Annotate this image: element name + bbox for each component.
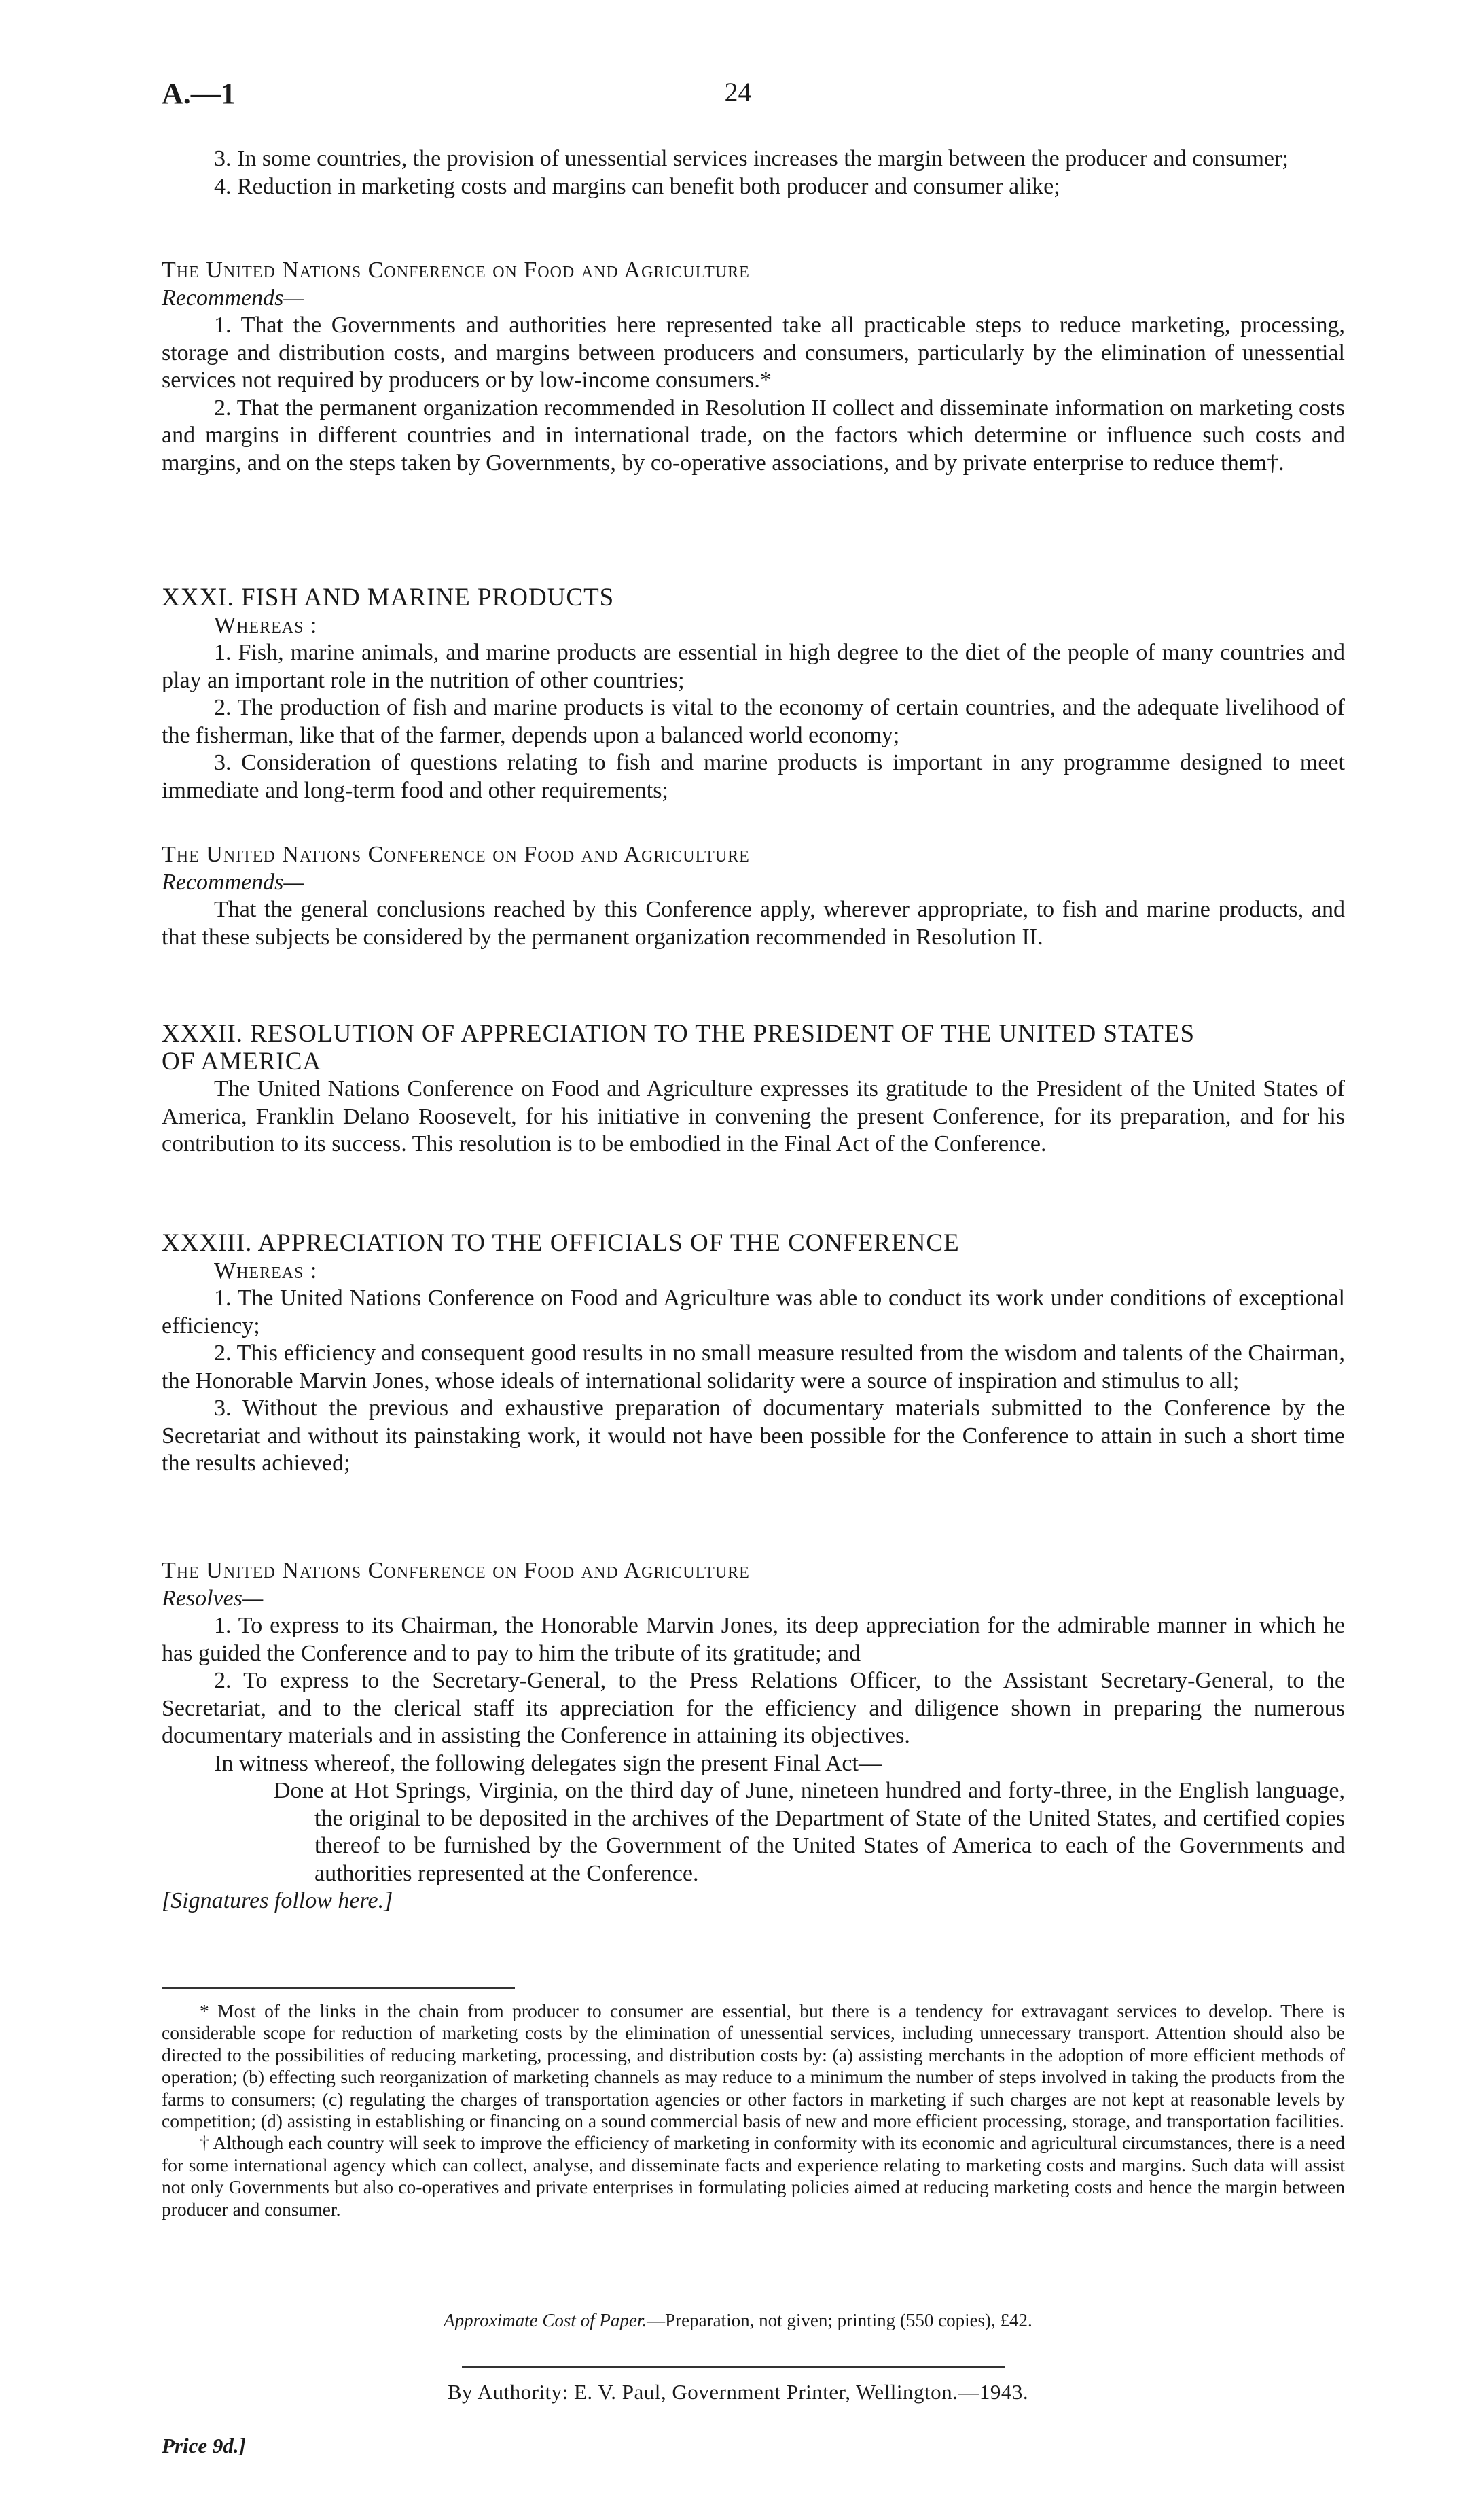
section-xxxi-recommendations	[162, 841, 1345, 951]
document-reference: A.—1	[162, 77, 236, 110]
page-number: 24	[724, 77, 752, 107]
paragraph: 1. To express to its Chairman, the Honorable Marvin Jones, its deep appreciation for the admirable manner in which he has guided the Conference and to pay to him the tribute of its gratitude; and	[162, 1613, 1345, 1666]
paragraph: 3. In some countries, the provision of unessential services increases the margin between the producer and consumer;	[214, 146, 1289, 171]
paragraph: 4. Reduction in marketing costs and margins can benefit both producer and consumer alike;	[214, 173, 1060, 199]
section-xxxi	[162, 584, 1345, 804]
paragraph: 3. Without the previous and exhaustive preparation of documentary materials submitted to the Conference by the Secretariat and without its painstaking work, it would not have been possible for the Conference to attain in such a short time the results achieved;	[162, 1396, 1345, 1476]
signatures-note: [Signatures follow here.]	[162, 1888, 393, 1913]
paragraph: 2. This efficiency and consequent good results in no small measure resulted from the wisdom and talents of the Chairman, the Honorable Marvin Jones, whose ideals of international solidarity were a source of inspiration and stimulus to all;	[162, 1341, 1345, 1394]
recommends-label: Recommends—	[162, 285, 304, 310]
done-at-clause: Done at Hot Springs, Virginia, on the third day of June, nineteen hundred and forty-three, in the English language, the original to be deposited in the archives of the Department of State of the United States, and certified copies thereof to be furnished by the Government of the United States of America to each of the Governments and authorities represented at the Conference.	[274, 1778, 1345, 1886]
section-xxxiii	[162, 1230, 1345, 1478]
section-title-line-2: OF AMERICA	[162, 1047, 322, 1076]
cost-text: —Preparation, not given; printing (550 copies), £42.	[647, 2310, 1032, 2330]
witness-clause: In witness whereof, the following delegates sign the present Final Act—	[214, 1750, 882, 1776]
whereas-label: Whereas :	[214, 612, 318, 638]
paragraph: 2. That the permanent organization recommended in Resolution II collect and disseminate information on marketing costs and margins in different countries and in international trade, on the factors which determine or influence such costs and margins, and on the steps taken by Governments, by co-operative associations, and by private enterprise to reduce them†.	[162, 395, 1345, 476]
conference-heading: The United Nations Conference on Food and Agriculture	[162, 842, 750, 867]
footnote: † Although each country will seek to improve the efficiency of marketing in conformity with its economic and agricultural circumstances, there is a need for some international agency which can collect, analyse, and disseminate facts and experience relating to marketing costs and margins. Such data will assist not only Governments but also co-operatives and private enterprises in formulating policies aimed at reducing marketing costs and hence the margin between producer and consumer.	[162, 2132, 1345, 2220]
price: Price 9d.]	[162, 2434, 246, 2457]
recommends-label: Recommends—	[162, 869, 304, 895]
section-title: XXXI. FISH AND MARINE PRODUCTS	[162, 584, 615, 611]
conference-heading: The United Nations Conference on Food and Agriculture	[162, 258, 750, 283]
footnote: * Most of the links in the chain from producer to consumer are essential, but there is a tendency for extravagant services to develop. There is considerable scope for reduction of marketing costs by the elimination of unessential services, including unnecessary transport. Attention should also be directed to the possibilities of reducing marketing, processing, and distribution costs by: (a) assisting merchants in the adoption of more efficient methods of operation; (b) effecting such reorganization of marketing channels as may reduce to a minimum the number of steps involved in taking the products from the farms to consumers; (c) regulating the charges of transportation agencies or other factors in marketing if such charges are not kept at reasonable levels by competition; (d) assisting in establishing or financing on a sound commercial basis of new and more efficient processing, storage, and transportation facilities.	[162, 2000, 1345, 2132]
cost-note	[0, 2310, 1476, 2331]
footnotes	[162, 2000, 1345, 2220]
authority-divider	[462, 2366, 1005, 2368]
paragraph: 1. That the Governments and authorities here represented take all practicable steps to reduce marketing, processing, storage and distribution costs, and margins between producers and consumers, particularly by the elimination of unessential services not required by producers or by low-income consumers.*	[162, 313, 1345, 393]
cost-label: Approximate Cost of Paper.	[444, 2310, 647, 2330]
paragraph: 2. To express to the Secretary-General, to the Press Relations Officer, to the Assistant Secretary-General, to the Secretariat, and to the clerical staff its appreciation for the efficiency and diligence shown in preparing the numerous documentary materials and in assisting the Conference in attaining its objectives.	[162, 1668, 1345, 1748]
section-xxx-continued	[162, 145, 1345, 200]
paragraph: 2. The production of fish and marine products is vital to the economy of certain countries, and the adequate livelihood of the fisherman, like that of the farmer, depends upon a balanced world economy;	[162, 695, 1345, 748]
footnote-divider	[162, 1987, 515, 1989]
paragraph: That the general conclusions reached by this Conference apply, wherever appropriate, to fish and marine products, and that these subjects be considered by the permanent organization recommended in Resolution II.	[162, 897, 1345, 950]
section-xxxii	[162, 1021, 1345, 1158]
paragraph: 1. Fish, marine animals, and marine products are essential in high degree to the diet of the people of many countries and play an important role in the nutrition of other countries;	[162, 640, 1345, 693]
paragraph: The United Nations Conference on Food and Agriculture expresses its gratitude to the President of the United States of America, Franklin Delano Roosevelt, for his initiative in convening the present Conference, for its preparation, and for his contribution to its success. This resolution is to be embodied in the Final Act of the Conference.	[162, 1076, 1345, 1156]
whereas-label: Whereas :	[214, 1258, 318, 1283]
resolves-label: Resolves—	[162, 1585, 264, 1611]
section-xxx-recommendations	[162, 257, 1345, 477]
section-title: XXXII. RESOLUTION OF APPRECIATION TO THE PRESIDENT OF THE UNITED STATES	[162, 1020, 1195, 1048]
paragraph: 1. The United Nations Conference on Food and Agriculture was able to conduct its work under conditions of exceptional efficiency;	[162, 1285, 1345, 1338]
section-xxxiii-resolutions	[162, 1557, 1345, 1915]
paragraph: 3. Consideration of questions relating to fish and marine products is important in any programme designed to meet immediate and long-term food and other requirements;	[162, 750, 1345, 803]
conference-heading: The United Nations Conference on Food and Agriculture	[162, 1558, 750, 1583]
printer-authority: By Authority: E. V. Paul, Government Printer, Wellington.—1943.	[447, 2380, 1029, 2404]
section-title: XXXIII. APPRECIATION TO THE OFFICIALS OF THE CONFERENCE	[162, 1229, 960, 1257]
